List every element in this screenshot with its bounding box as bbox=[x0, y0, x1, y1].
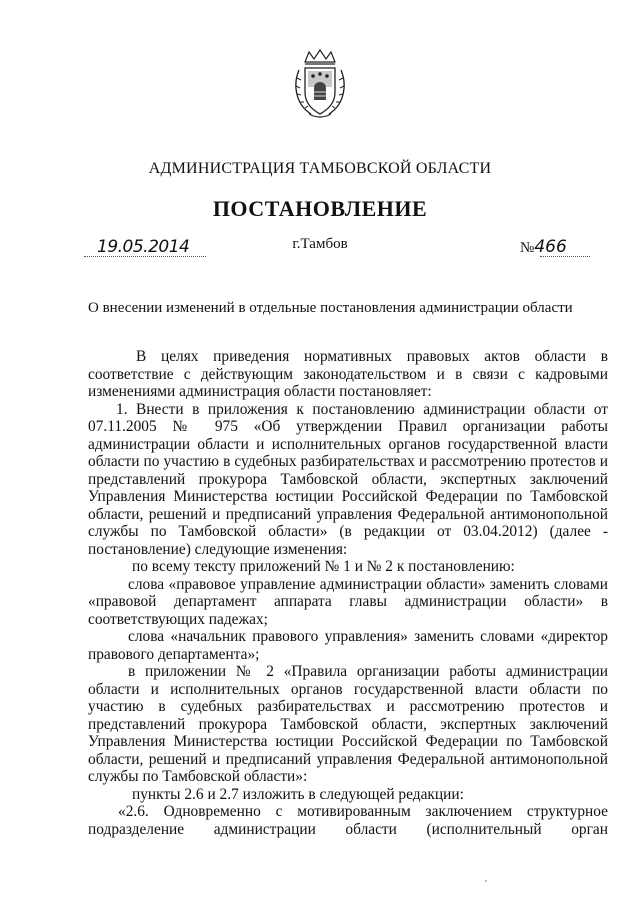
number-underline bbox=[540, 256, 590, 258]
document-type-title: ПОСТАНОВЛЕНИЕ bbox=[212, 196, 428, 221]
body-paragraph-preamble: В целях приведения нормативных правовых актов области в соответствие с действующим законодательством и в связи с кадровыми изменениями администрация области постановляет: bbox=[88, 348, 608, 400]
document-date: 19.05.2014 bbox=[97, 237, 190, 257]
body-paragraph-replace-1: слова «правовое управление администрации области» заменить словами «правовой департамент аппарата главы администрации области» в соответствующих падежах; bbox=[88, 575, 608, 628]
body-paragraph-point-2-6: «2.6. Одновременно с мотивированным заключением структурное подразделение администрации области (исполнительный орган bbox=[88, 803, 608, 838]
body-paragraph-replace-2: слова «начальник правового управления» заменить словами «директор правового департамента»; bbox=[88, 628, 608, 663]
date-underline bbox=[84, 256, 206, 258]
body-paragraph-points: пункты 2.6 и 2.7 изложить в следующей редакции: bbox=[132, 785, 464, 803]
organization-name: АДМИНИСТРАЦИЯ ТАМБОВСКОЙ ОБЛАСТИ bbox=[148, 160, 492, 177]
body-paragraph-appendix-2: в приложении № 2 «Правила организации работы администрации области и исполнительных органов государственной власти области по участию в судебных разбирательствах и рассмотрению протестов и представлений прокурора Тамбовской области, экспертных заключений Управления Министерства юстиции Российской Федерации по Тамбовской области, решений и предписаний управления Федеральной антимонопольной службы по Тамбовской области»: bbox=[88, 663, 608, 785]
body-paragraph-scope: по всему тексту приложений № 1 и № 2 к постановлению: bbox=[132, 558, 515, 575]
number-sign: № bbox=[520, 240, 535, 256]
scan-speck bbox=[485, 880, 487, 882]
document-number bbox=[520, 237, 567, 257]
document-city: г.Тамбов bbox=[292, 236, 348, 252]
number-value: 466 bbox=[534, 237, 567, 257]
coat-of-arms-emblem bbox=[291, 48, 349, 120]
document-body bbox=[88, 348, 608, 838]
document-subject: О внесении изменений в отдельные постановления администрации области bbox=[88, 300, 573, 316]
body-paragraph-item-1: 1. Внести в приложения к постановлению администрации области от 07.11.2005 № 975 «Об утверждении Правил организации работы администрации области и исполнительных органов государственной власти области по участию в судебных разбирательствах и рассмотрению протестов и представлений прокурора Тамбовской области, экспертных заключений Управления Министерства юстиции Российской Федерации по Тамбовской области, решений и предписаний управления Федеральной антимонопольной службы по Тамбовской области» (в редакции от 03.04.2012) (далее - постановление) следующие изменения: bbox=[88, 400, 608, 558]
